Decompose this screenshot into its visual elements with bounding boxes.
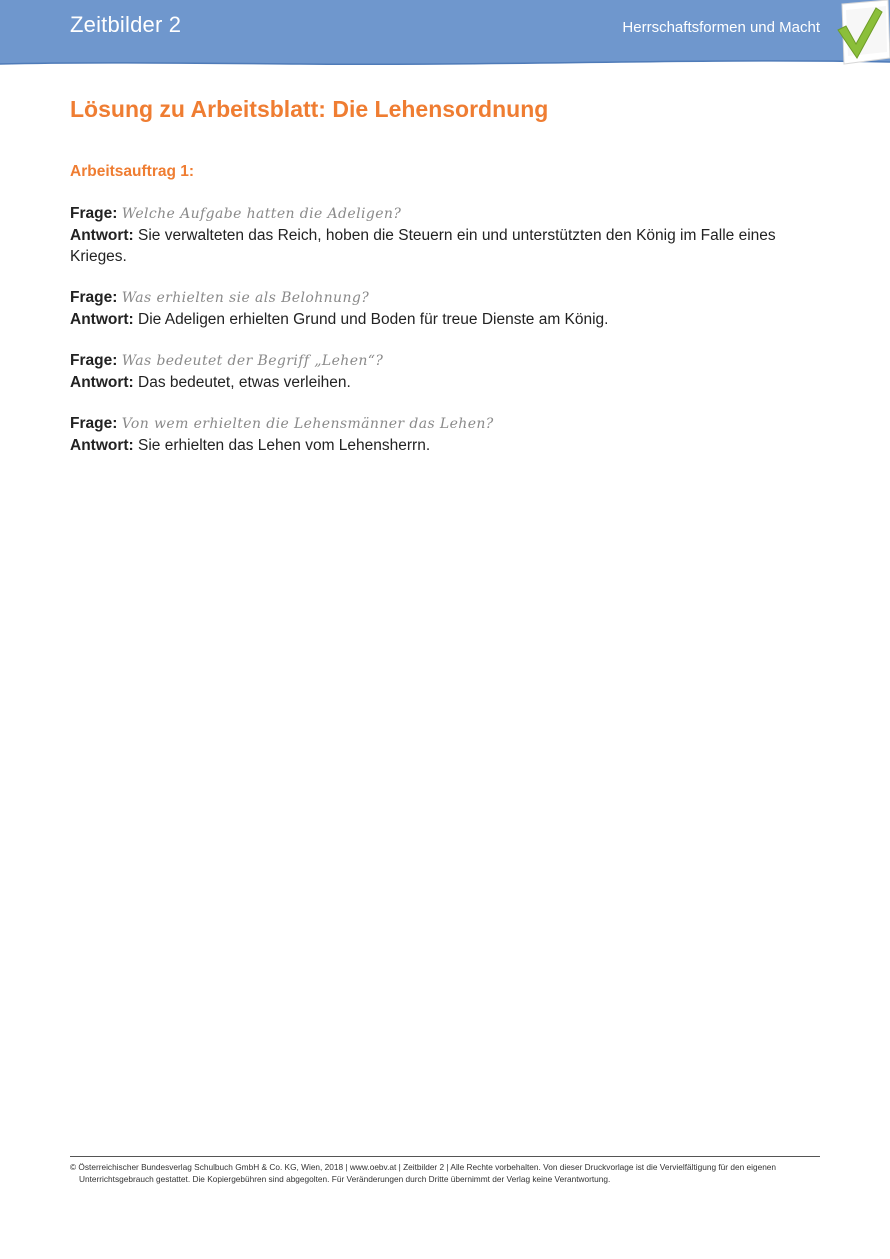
copyright-footer bbox=[70, 1162, 830, 1185]
chapter-title: Herrschaftsformen und Macht bbox=[622, 19, 820, 36]
header-wave-divider bbox=[0, 48, 890, 72]
answer-line bbox=[70, 309, 820, 330]
qa-item bbox=[70, 287, 820, 330]
answer-label: Antwort: bbox=[70, 311, 134, 328]
question-text: Welche Aufgabe hatten die Adeligen? bbox=[121, 206, 402, 222]
qa-item bbox=[70, 350, 820, 393]
answer-text: Sie erhielten das Lehen vom Lehensherrn. bbox=[138, 437, 431, 454]
checkmark-icon bbox=[832, 0, 890, 66]
question-label: Frage: bbox=[70, 415, 118, 432]
question-text: Was bedeutet der Begriff „Lehen“? bbox=[121, 353, 384, 369]
footer-line: © Österreichischer Bundesverlag Schulbuch GmbH & Co. KG, Wien, 2018 | www.oebv.at | Zeitbilder 2 | Alle Rechte vorbehalten. Von dieser Druckvorlage ist die Vervielfältigung für den eigenen bbox=[70, 1162, 777, 1172]
question-label: Frage: bbox=[70, 205, 118, 222]
footer-line: Unterrichtsgebrauch gestattet. Die Kopiergebühren sind abgegolten. Für Veränderungen durch Dritte übernimmt der Verlag keine Verantwortung. bbox=[79, 1173, 611, 1184]
question-text: Was erhielten sie als Belohnung? bbox=[121, 290, 370, 306]
answer-label: Antwort: bbox=[70, 374, 134, 391]
answer-label: Antwort: bbox=[70, 227, 134, 244]
qa-item bbox=[70, 413, 820, 456]
book-title: Zeitbilder 2 bbox=[70, 12, 182, 37]
page-title: Lösung zu Arbeitsblatt: Die Lehensordnung bbox=[70, 96, 549, 122]
answer-text: Das bedeutet, etwas verleihen. bbox=[138, 374, 351, 391]
answer-line bbox=[70, 225, 820, 267]
answer-text: Die Adeligen erhielten Grund und Boden für treue Dienste am König. bbox=[138, 311, 609, 328]
answer-line bbox=[70, 435, 820, 456]
answer-line bbox=[70, 372, 820, 393]
qa-item bbox=[70, 203, 820, 267]
question-line bbox=[70, 287, 820, 309]
answer-text: Sie verwalteten das Reich, hoben die Steuern ein und unterstützten den König im Falle eines Krieges. bbox=[70, 227, 776, 265]
question-line bbox=[70, 203, 820, 225]
footer-divider bbox=[70, 1156, 820, 1157]
qa-list bbox=[70, 203, 820, 476]
question-text: Von wem erhielten die Lehensmänner das Lehen? bbox=[121, 416, 494, 432]
answer-label: Antwort: bbox=[70, 437, 134, 454]
task-heading: Arbeitsauftrag 1: bbox=[70, 163, 195, 180]
question-line bbox=[70, 350, 820, 372]
question-line bbox=[70, 413, 820, 435]
question-label: Frage: bbox=[70, 352, 118, 369]
question-label: Frage: bbox=[70, 289, 118, 306]
